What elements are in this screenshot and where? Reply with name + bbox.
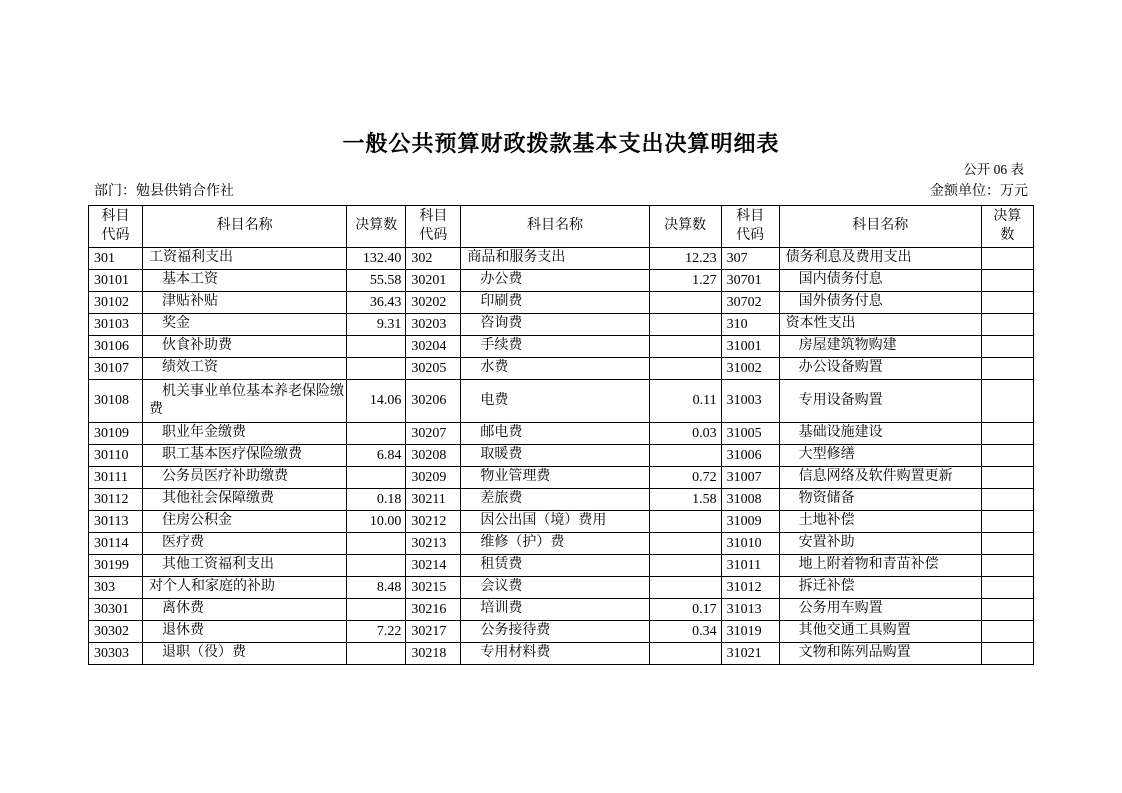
final-amount-cell	[981, 292, 1033, 314]
final-amount-cell: 14.06	[347, 380, 406, 423]
header-subject-name-3: 科目名称	[779, 206, 981, 248]
subject-name-text: 资本性支出	[785, 316, 856, 332]
subject-name-cell	[143, 292, 347, 314]
subject-name-text: 工资福利支出	[149, 250, 234, 266]
subject-name-text: 租赁费	[480, 557, 523, 573]
subject-name-text: 伙食补助费	[162, 338, 233, 354]
final-amount-cell	[649, 292, 721, 314]
final-amount-cell: 1.58	[649, 489, 721, 511]
final-amount-cell: 0.17	[649, 599, 721, 621]
subject-code-cell: 30215	[406, 577, 461, 599]
final-amount-cell: 9.31	[347, 314, 406, 336]
header-subject-code-3: 科目代码	[721, 206, 779, 248]
final-amount-cell	[981, 423, 1033, 445]
subject-name-text: 因公出国（境）费用	[480, 513, 607, 529]
final-amount-cell: 1.27	[649, 270, 721, 292]
subject-name-cell	[461, 248, 649, 270]
subject-name-cell	[461, 533, 649, 555]
subject-code-cell: 30203	[406, 314, 461, 336]
subject-code-cell: 31006	[721, 445, 779, 467]
subject-name-cell	[143, 314, 347, 336]
subject-name-cell	[143, 643, 347, 665]
subject-code-cell: 31003	[721, 380, 779, 423]
subject-name-cell	[143, 489, 347, 511]
subject-name-text: 其他社会保障缴费	[162, 491, 275, 507]
page-title: 一般公共预算财政拨款基本支出决算明细表	[342, 131, 780, 156]
subject-code-cell: 31005	[721, 423, 779, 445]
subject-name-text: 拆迁补偿	[798, 579, 855, 595]
final-amount-cell: 6.84	[347, 445, 406, 467]
final-amount-cell: 0.72	[649, 467, 721, 489]
subject-name-cell	[143, 467, 347, 489]
subject-name-text: 机关事业单位基本养老保险缴费	[149, 383, 345, 417]
subject-code-cell: 30211	[406, 489, 461, 511]
subject-code-cell: 30110	[89, 445, 143, 467]
table-row	[89, 511, 1034, 533]
subject-name-text: 文物和陈列品购置	[798, 645, 911, 661]
subject-name-cell	[461, 489, 649, 511]
subject-name-text: 离休费	[162, 601, 205, 617]
final-amount-cell	[649, 511, 721, 533]
table-row	[89, 380, 1034, 423]
final-amount-cell: 132.40	[347, 248, 406, 270]
table-row	[89, 445, 1034, 467]
subject-name-text: 培训费	[480, 601, 523, 617]
subject-code-cell: 30199	[89, 555, 143, 577]
subject-name-text: 信息网络及软件购置更新	[798, 469, 953, 485]
subject-code-cell: 31021	[721, 643, 779, 665]
subject-code-cell: 31008	[721, 489, 779, 511]
final-amount-cell: 0.11	[649, 380, 721, 423]
subject-name-cell	[779, 314, 981, 336]
final-amount-cell: 12.23	[649, 248, 721, 270]
subject-name-text: 退职（役）费	[162, 645, 247, 661]
final-amount-cell	[981, 445, 1033, 467]
subject-code-cell: 30208	[406, 445, 461, 467]
form-number: 公开 06 表	[963, 162, 1024, 177]
subject-name-text: 物业管理费	[480, 469, 551, 485]
subject-code-cell: 30303	[89, 643, 143, 665]
final-amount-cell	[981, 358, 1033, 380]
subject-name-cell	[461, 270, 649, 292]
subject-name-cell	[143, 621, 347, 643]
subject-code-cell: 303	[89, 577, 143, 599]
final-amount-cell	[981, 270, 1033, 292]
subject-name-cell	[143, 599, 347, 621]
subject-name-text: 差旅费	[480, 491, 523, 507]
final-amount-cell	[981, 599, 1033, 621]
subject-code-cell: 307	[721, 248, 779, 270]
table-row	[89, 270, 1034, 292]
header-subject-code-2: 科目代码	[406, 206, 461, 248]
final-amount-cell	[649, 555, 721, 577]
subject-name-cell	[779, 511, 981, 533]
table-row	[89, 555, 1034, 577]
final-amount-cell	[347, 599, 406, 621]
subject-code-cell: 31002	[721, 358, 779, 380]
final-amount-cell	[649, 533, 721, 555]
subject-name-cell	[461, 555, 649, 577]
subject-code-cell: 30113	[89, 511, 143, 533]
table-row	[89, 621, 1034, 643]
subject-code-cell: 30702	[721, 292, 779, 314]
subject-code-cell: 30108	[89, 380, 143, 423]
final-amount-cell	[347, 467, 406, 489]
subject-code-cell: 30112	[89, 489, 143, 511]
subject-name-text: 取暖费	[480, 447, 523, 463]
subject-name-cell	[779, 270, 981, 292]
subject-code-cell: 30216	[406, 599, 461, 621]
subject-code-cell: 30205	[406, 358, 461, 380]
final-amount-cell: 8.48	[347, 577, 406, 599]
final-amount-cell	[649, 314, 721, 336]
header-final-amount-2: 决算数	[649, 206, 721, 248]
subject-name-cell	[143, 423, 347, 445]
final-amount-cell	[649, 336, 721, 358]
final-amount-cell	[347, 423, 406, 445]
subject-code-cell: 31010	[721, 533, 779, 555]
final-amount-cell	[649, 643, 721, 665]
department-label: 部门：	[94, 184, 136, 199]
subject-code-cell: 31013	[721, 599, 779, 621]
subject-code-cell: 30302	[89, 621, 143, 643]
table-row	[89, 358, 1034, 380]
subject-name-cell	[143, 336, 347, 358]
subject-name-text: 地上附着物和青苗补偿	[798, 557, 939, 573]
subject-code-cell: 30204	[406, 336, 461, 358]
table-meta-row	[88, 183, 1028, 200]
subject-name-cell	[779, 336, 981, 358]
subject-name-text: 其他工资福利支出	[162, 557, 275, 573]
subject-code-cell: 30209	[406, 467, 461, 489]
subject-name-cell	[779, 533, 981, 555]
subject-code-cell: 31011	[721, 555, 779, 577]
subject-name-cell	[461, 599, 649, 621]
subject-name-cell	[461, 314, 649, 336]
subject-code-cell: 301	[89, 248, 143, 270]
subject-name-cell	[461, 358, 649, 380]
subject-name-cell	[143, 445, 347, 467]
table-body	[89, 248, 1034, 665]
subject-name-text: 公务用车购置	[798, 601, 883, 617]
subject-name-text: 专用材料费	[480, 645, 551, 661]
subject-name-cell	[143, 270, 347, 292]
subject-name-cell	[143, 248, 347, 270]
subject-name-cell	[779, 380, 981, 423]
table-row	[89, 423, 1034, 445]
subject-code-cell: 30107	[89, 358, 143, 380]
subject-name-cell	[779, 489, 981, 511]
subject-name-text: 基本工资	[162, 272, 219, 288]
subject-name-text: 办公费	[480, 272, 523, 288]
subject-code-cell: 30202	[406, 292, 461, 314]
subject-name-cell	[779, 358, 981, 380]
header-subject-code-1: 科目代码	[89, 206, 143, 248]
subject-name-cell	[461, 380, 649, 423]
final-amount-cell	[347, 336, 406, 358]
final-amount-cell	[649, 577, 721, 599]
subject-name-text: 职业年金缴费	[162, 425, 247, 441]
subject-code-cell: 30301	[89, 599, 143, 621]
subject-name-cell	[779, 248, 981, 270]
final-amount-cell	[347, 533, 406, 555]
final-amount-cell	[347, 555, 406, 577]
subject-code-cell: 30214	[406, 555, 461, 577]
final-amount-cell	[649, 358, 721, 380]
subject-code-cell: 31012	[721, 577, 779, 599]
subject-name-cell	[461, 621, 649, 643]
subject-code-cell: 30213	[406, 533, 461, 555]
subject-name-cell	[461, 336, 649, 358]
table-row	[89, 314, 1034, 336]
final-amount-cell	[981, 336, 1033, 358]
subject-name-text: 公务员医疗补助缴费	[162, 469, 289, 485]
final-amount-cell	[981, 621, 1033, 643]
subject-name-cell	[143, 555, 347, 577]
table-row	[89, 489, 1034, 511]
final-amount-cell: 0.34	[649, 621, 721, 643]
table-row	[89, 336, 1034, 358]
subject-name-text: 住房公积金	[162, 513, 233, 529]
final-amount-cell	[981, 489, 1033, 511]
final-amount-cell	[649, 445, 721, 467]
subject-name-text: 商品和服务支出	[467, 250, 566, 266]
subject-name-cell	[143, 358, 347, 380]
subject-name-text: 手续费	[480, 338, 523, 354]
subject-name-cell	[461, 292, 649, 314]
amount-unit-label: 金额单位：	[930, 184, 1000, 199]
subject-name-text: 国外债务付息	[798, 294, 883, 310]
table-header-row	[89, 206, 1034, 248]
subject-code-cell: 310	[721, 314, 779, 336]
subject-name-text: 会议费	[480, 579, 523, 595]
department-field	[88, 183, 234, 200]
subject-name-text: 邮电费	[480, 425, 523, 441]
final-amount-cell: 36.43	[347, 292, 406, 314]
subject-code-cell: 30201	[406, 270, 461, 292]
subject-name-cell	[779, 555, 981, 577]
final-amount-cell	[347, 643, 406, 665]
subject-name-text: 医疗费	[162, 535, 205, 551]
final-amount-cell: 0.03	[649, 423, 721, 445]
subject-name-text: 津贴补贴	[162, 294, 219, 310]
table-row	[89, 467, 1034, 489]
subject-name-text: 土地补偿	[798, 513, 855, 529]
final-amount-cell	[981, 643, 1033, 665]
table-row	[89, 248, 1034, 270]
subject-name-cell	[461, 467, 649, 489]
final-amount-cell	[981, 577, 1033, 599]
final-amount-cell	[981, 555, 1033, 577]
subject-name-text: 维修（护）费	[480, 535, 565, 551]
subject-name-text: 房屋建筑物购建	[798, 338, 897, 354]
subject-name-text: 物资储备	[798, 491, 855, 507]
budget-table	[88, 205, 1034, 665]
subject-code-cell: 31007	[721, 467, 779, 489]
subject-code-cell: 31019	[721, 621, 779, 643]
subject-code-cell: 30217	[406, 621, 461, 643]
subject-name-text: 电费	[480, 392, 509, 408]
subject-code-cell: 30102	[89, 292, 143, 314]
table-row	[89, 599, 1034, 621]
table-row	[89, 292, 1034, 314]
header-subject-name-2: 科目名称	[461, 206, 649, 248]
subject-name-cell	[461, 511, 649, 533]
subject-name-text: 基础设施建设	[798, 425, 883, 441]
department-name: 勉县供销合作社	[136, 184, 234, 199]
subject-name-text: 办公设备购置	[798, 360, 883, 376]
subject-code-cell: 30101	[89, 270, 143, 292]
subject-code-cell: 30109	[89, 423, 143, 445]
subject-name-text: 绩效工资	[162, 360, 219, 376]
final-amount-cell	[981, 511, 1033, 533]
subject-code-cell: 30701	[721, 270, 779, 292]
subject-code-cell: 30103	[89, 314, 143, 336]
subject-name-cell	[779, 577, 981, 599]
subject-code-cell: 30206	[406, 380, 461, 423]
subject-code-cell: 30106	[89, 336, 143, 358]
subject-name-cell	[143, 380, 347, 423]
subject-name-text: 对个人和家庭的补助	[149, 579, 276, 595]
subject-name-text: 印刷费	[480, 294, 523, 310]
subject-name-text: 奖金	[162, 316, 191, 332]
table-head	[89, 206, 1034, 248]
subject-name-text: 职工基本医疗保险缴费	[162, 447, 303, 463]
header-final-amount-1: 决算数	[347, 206, 406, 248]
final-amount-cell	[347, 358, 406, 380]
subject-name-cell	[461, 643, 649, 665]
subject-code-cell: 30207	[406, 423, 461, 445]
subject-name-cell	[461, 423, 649, 445]
final-amount-cell	[981, 467, 1033, 489]
subject-name-cell	[461, 577, 649, 599]
subject-name-cell	[779, 445, 981, 467]
final-amount-cell: 10.00	[347, 511, 406, 533]
subject-name-text: 安置补助	[798, 535, 855, 551]
subject-name-text: 退休费	[162, 623, 205, 639]
final-amount-cell	[981, 533, 1033, 555]
subject-name-cell	[779, 621, 981, 643]
subject-code-cell: 30218	[406, 643, 461, 665]
subject-name-text: 专用设备购置	[798, 392, 883, 408]
subject-name-cell	[143, 533, 347, 555]
final-amount-cell	[981, 314, 1033, 336]
subject-name-cell	[779, 643, 981, 665]
subject-name-cell	[779, 292, 981, 314]
subject-name-text: 其他交通工具购置	[798, 623, 911, 639]
subject-code-cell: 30114	[89, 533, 143, 555]
subject-code-cell: 31001	[721, 336, 779, 358]
final-amount-cell	[981, 248, 1033, 270]
table-row	[89, 577, 1034, 599]
subject-name-text: 国内债务付息	[798, 272, 883, 288]
final-amount-cell: 7.22	[347, 621, 406, 643]
header-final-amount-3: 决算数	[981, 206, 1033, 248]
subject-name-cell	[779, 599, 981, 621]
amount-unit-value: 万元	[1000, 184, 1028, 199]
subject-code-cell: 30111	[89, 467, 143, 489]
subject-name-cell	[779, 423, 981, 445]
subject-code-cell: 302	[406, 248, 461, 270]
table-row	[89, 533, 1034, 555]
subject-name-text: 债务利息及费用支出	[785, 250, 912, 266]
final-amount-cell: 0.18	[347, 489, 406, 511]
subject-code-cell: 30212	[406, 511, 461, 533]
subject-name-text: 咨询费	[480, 316, 523, 332]
amount-unit-field	[930, 183, 1028, 200]
subject-name-text: 大型修缮	[798, 447, 855, 463]
subject-name-cell	[779, 467, 981, 489]
final-amount-cell: 55.58	[347, 270, 406, 292]
subject-name-text: 公务接待费	[480, 623, 551, 639]
subject-code-cell: 31009	[721, 511, 779, 533]
table-row	[89, 643, 1034, 665]
header-subject-name-1: 科目名称	[143, 206, 347, 248]
subject-name-cell	[143, 577, 347, 599]
final-amount-cell	[981, 380, 1033, 423]
subject-name-text: 水费	[480, 360, 509, 376]
subject-name-cell	[461, 445, 649, 467]
subject-name-cell	[143, 511, 347, 533]
